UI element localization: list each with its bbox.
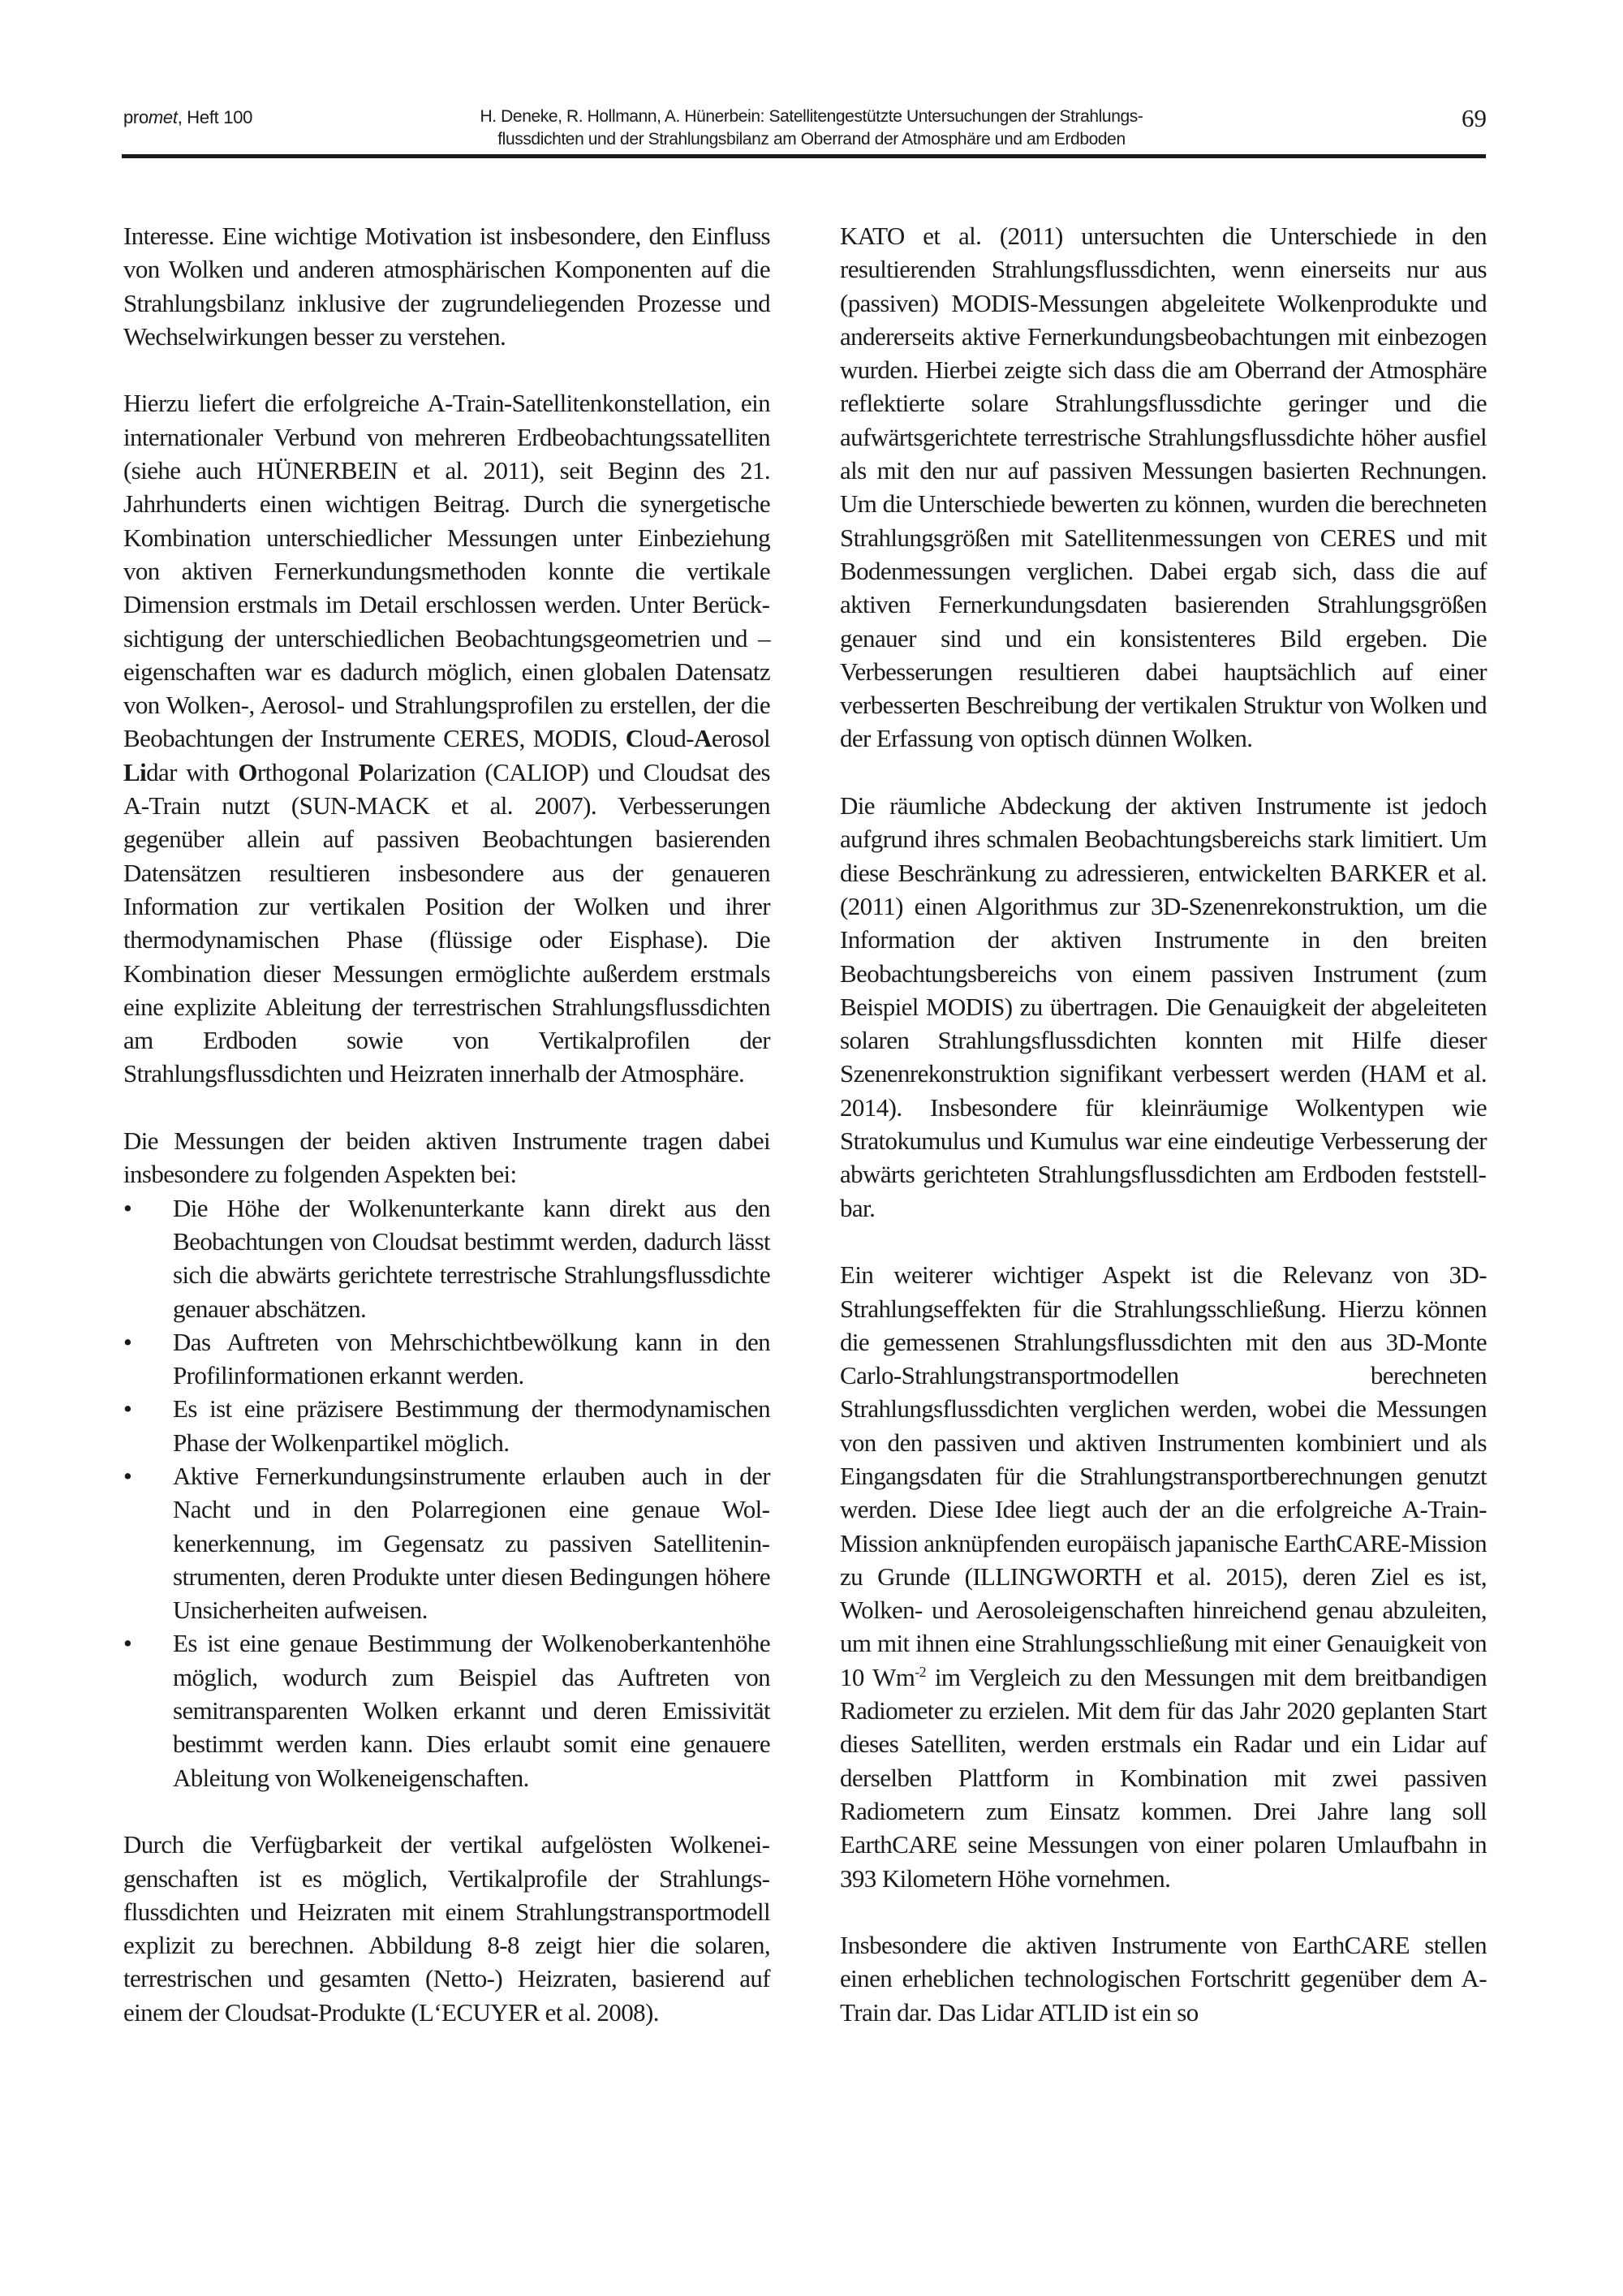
- header-divider: [122, 154, 1486, 158]
- bullet-icon: •: [123, 1461, 132, 1490]
- journal-issue-number: , Heft 100: [177, 107, 253, 127]
- running-title-line-2: flussdichten und der Strahlungsbilanz am Oberrand der Atmosphäre und am Erdboden: [497, 130, 1126, 149]
- bullet-icon: •: [123, 1394, 132, 1424]
- acronym-text: olarization: [373, 757, 476, 786]
- journal-name-prefix: pro: [123, 107, 149, 127]
- list-item-text: Es ist eine genaue Bestimmung der Wolkenoberkantenhöhe möglich, wodurch zum Beispiel das Auftreten von semitransparenten Wolken erkannt und deren Emissivität bestimmt werden kann. Dies erlaubt somit eine genauere Ableitung von Wolkeneigenschaften.: [173, 1629, 770, 1792]
- acronym-letter: O: [238, 757, 257, 786]
- paragraph: [840, 1258, 1487, 1895]
- page-number: 69: [1462, 104, 1487, 132]
- list-item-text: Die Höhe der Wolkenunterkante kann direkt aus den Beobachtungen von Cloudsat bestimmt werden, dadurch lässt sich die abwärts gerichtete terrestrische Strahlungsflussdichte genauer abschätzen.: [173, 1193, 770, 1323]
- list-item: [123, 1191, 770, 1325]
- paragraph: Die räumliche Abdeckung der aktiven Instrumente ist jedoch aufgrund ihres schmalen Beobachtungsbereichs stark limitiert. Um diese Beschränkung zu adressieren, entwickelten BARKER et al. (2011) einen Algorithmus zur 3D-Szenenrekonstruktion, um die Information der aktiven Instrumente in den breiten Beobachtungsbereichs von einem passiven Instrument (zum Beispiel MODIS) zu übertragen. Die Genauigkeit der abgeleiteten solaren Strahlungsflussdichten konnten mit Hilfe dieser Szenenrekonstruktion signifikant verbessert werden (HAM et al. 2014). Insbesondere für kleinräumige Wolkentypen wie Stratokumulus und Kumulus war eine eindeutige Verbesserung der abwärts gerichteten Strahlungsflussdichten am Erdboden feststellbar.: [840, 791, 1487, 1222]
- acronym-letter: A: [694, 724, 712, 753]
- acronym-text: rthogonal: [256, 757, 359, 786]
- paragraph: [123, 386, 770, 1090]
- list-item-text: Aktive Fernerkundungsinstrumente erlauben auch in der Nacht und in den Polarregionen eine genaue Wolkenerkennung, im Gegensatz zu passiven Satelliteninstrumenten, deren Produkte unter diesen Bedingungen höhere Unsicherheiten aufweisen.: [173, 1461, 770, 1625]
- paragraph-text: im Vergleich zu den Messungen mit dem breitbandigen Radiometer zu erzielen. Mit dem für das Jahr 2020 geplanten Start dieses Satelliten, werden erstmals ein Radar und ein Lidar auf derselben Plattform in Kombination mit zwei passiven Radiometern zum Einsatz kommen. Drei Jahre lang soll EarthCARE seine Messungen von einer polaren Umlaufbahn in 393 Kilometern Höhe vornehmen.: [840, 1662, 1487, 1893]
- list-item-text: Das Auftreten von Mehrschichtbewölkung kann in den Profilinformationen erkannt werden.: [173, 1327, 770, 1390]
- bullet-icon: •: [123, 1193, 132, 1222]
- list-item: [123, 1626, 770, 1794]
- journal-name-italic: met: [148, 107, 178, 127]
- acronym-letter: Li: [123, 757, 147, 786]
- list-intro: Die Messungen der beiden aktiven Instrumente tragen dabei insbesondere zu folgenden Aspekten bei:: [123, 1126, 770, 1189]
- bullet-list: [123, 1191, 770, 1794]
- journal-issue: [123, 107, 252, 128]
- paragraph: Insbesondere die aktiven Instrumente von EarthCARE stellen einen erheblichen technologischen Fortschritt gegenüber dem A-Train dar. Das Lidar ATLID ist ein so: [840, 1931, 1487, 2027]
- list-item-text: Es ist eine präzisere Bestimmung der thermodynamischen Phase der Wolkenpartikel möglich.: [173, 1394, 770, 1457]
- paragraph: KATO et al. (2011) untersuchten die Unterschiede in den resultierenden Strahlungsflussdichten, wenn einerseits nur aus (passiven) MODIS-Messungen abgeleitete Wolkenprodukte und andererseits aktive Fernerkundungsbeobachtungen mit einbezogen wurden. Hierbei zeigte sich dass die am Oberrand der Atmosphäre reflektierte solare Strahlungsflussdichte geringer und die aufwärtsgerichtete terrestrische Strahlungsflussdichte höher ausfiel als mit den nur auf passiven Messungen basierten Rechnungen. Um die Unterschiede bewerten zu können, wurden die berechneten Strahlungsgrößen mit Satellitenmessungen von CERES und mit Bodenmessungen verglichen. Dabei ergab sich, dass die auf aktiven Fernerkundungsdaten basierenden Strahlungsgrößen genauer sind und ein konsistenteres Bild ergeben. Die Verbesserungen resultieren dabei hauptsächlich auf einer verbesserten Beschreibung der vertikalen Struktur von Wolken und der Erfassung von optisch dünnen Wolken.: [840, 222, 1487, 753]
- acronym-letter: P: [358, 757, 374, 786]
- running-title-line-1: H. Deneke, R. Hollmann, A. Hünerbein: Satellitengestützte Untersuchungen der Strahlungs-: [480, 107, 1143, 126]
- superscript-exponent: -2: [915, 1663, 927, 1680]
- paragraph: Durch die Verfügbarkeit der vertikal aufgelösten Wolkeneigenschaften ist es möglich, Vertikalprofile der Strahlungsflussdichten und Heizraten mit einem Strahlungstransportmodell explizit zu berechnen. Abbildung 8-8 zeigt hier die solaren, terrestrischen und gesamten (Netto-) Heizraten, basierend auf einem der Cloudsat-Produkte (L‘ECUYER et al. 2008).: [123, 1830, 770, 2027]
- paragraph-text: Hierzu liefert die erfolgreiche A-Train-Satellitenkonstellation, ein internationaler Verbund von mehreren Erdbeobachtungssatelliten (siehe auch HÜNERBEIN et al. 2011), seit Beginn des 21. Jahrhunderts einen wichtigen Beitrag. Durch die synergetische Kombination unterschiedlicher Messungen unter Einbeziehung von aktiven Fernerkundungsmethoden konnte die vertikale Dimension erstmals im Detail erschlossen werden. Unter Berücksichtigung der unterschiedlichen Beobachtungsgeometrien und –eigenschaften war es dadurch möglich, einen globalen Datensatz von Wolken-, Aerosol- und Strahlungsprofilen zu erstellen, der die Beobachtungen der Instrumente CERES, MODIS,: [123, 389, 770, 753]
- list-item: [123, 1325, 770, 1393]
- acronym-text: dar with: [146, 757, 239, 786]
- paragraph-text: Ein weiterer wichtiger Aspekt ist die Relevanz von 3D-Strahlungseffekten für die Strahlungsschließung. Hierzu können die gemessenen Strahlungsflussdichten mit den aus 3D-Monte Carlo-Strahlungstransportmodellen berechneten Strahlungsflussdichten verglichen werden, wobei die Messungen von den passiven und aktiven Instrumenten kombiniert und als Eingangsdaten für die Strahlungstransportberechnungen genutzt werden. Diese Idee liegt auch der an die erfolgreiche A-Train-Mission anknüpfenden europäisch japanische EarthCARE-Mission zu Grunde (ILLINGWORTH et al. 2015), deren Ziel es ist, Wolken- und Aerosoleigenschaften hinreichend genau abzuleiten, um mit ihnen eine Strahlungsschließung mit einer Genauigkeit von 10 Wm: [840, 1260, 1487, 1691]
- list-item: [123, 1392, 770, 1459]
- acronym-text: loud-: [643, 724, 695, 753]
- paragraph: Interesse. Eine wichtige Motivation ist insbesondere, den Einfluss von Wolken und anderen atmosphärischen Komponenten auf die Strahlungsbilanz inklusive der zugrundeliegenden Prozesse und Wechselwirkungen besser zu verstehen.: [123, 222, 770, 351]
- paragraph-text: (CALIOP) und Cloudsat des A-Train nutzt (SUN-MACK et al. 2007). Verbesserungen gegenüber allein auf passiven Beobachtungen basierenden Datensätzen resultieren insbesondere aus der genaueren Information zur vertikalen Position der Wolken und ihrer thermodynamischen Phase (flüssige oder Eisphase). Die Kombination dieser Messungen ermöglichte außerdem erstmals eine explizite Ableitung der terrestrischen Strahlungsflussdichten am Erdboden sowie von Vertikalprofilen der Strahlungsflussdichten und Heizraten innerhalb der Atmosphäre.: [123, 757, 771, 1088]
- list-item: [123, 1459, 770, 1626]
- bullet-icon: •: [123, 1327, 132, 1356]
- right-column: [840, 219, 1487, 2062]
- bullet-icon: •: [123, 1629, 132, 1658]
- running-title: [406, 106, 1217, 151]
- acronym-text: erosol: [711, 724, 770, 753]
- left-column: [123, 219, 770, 2062]
- acronym-letter: C: [625, 724, 644, 753]
